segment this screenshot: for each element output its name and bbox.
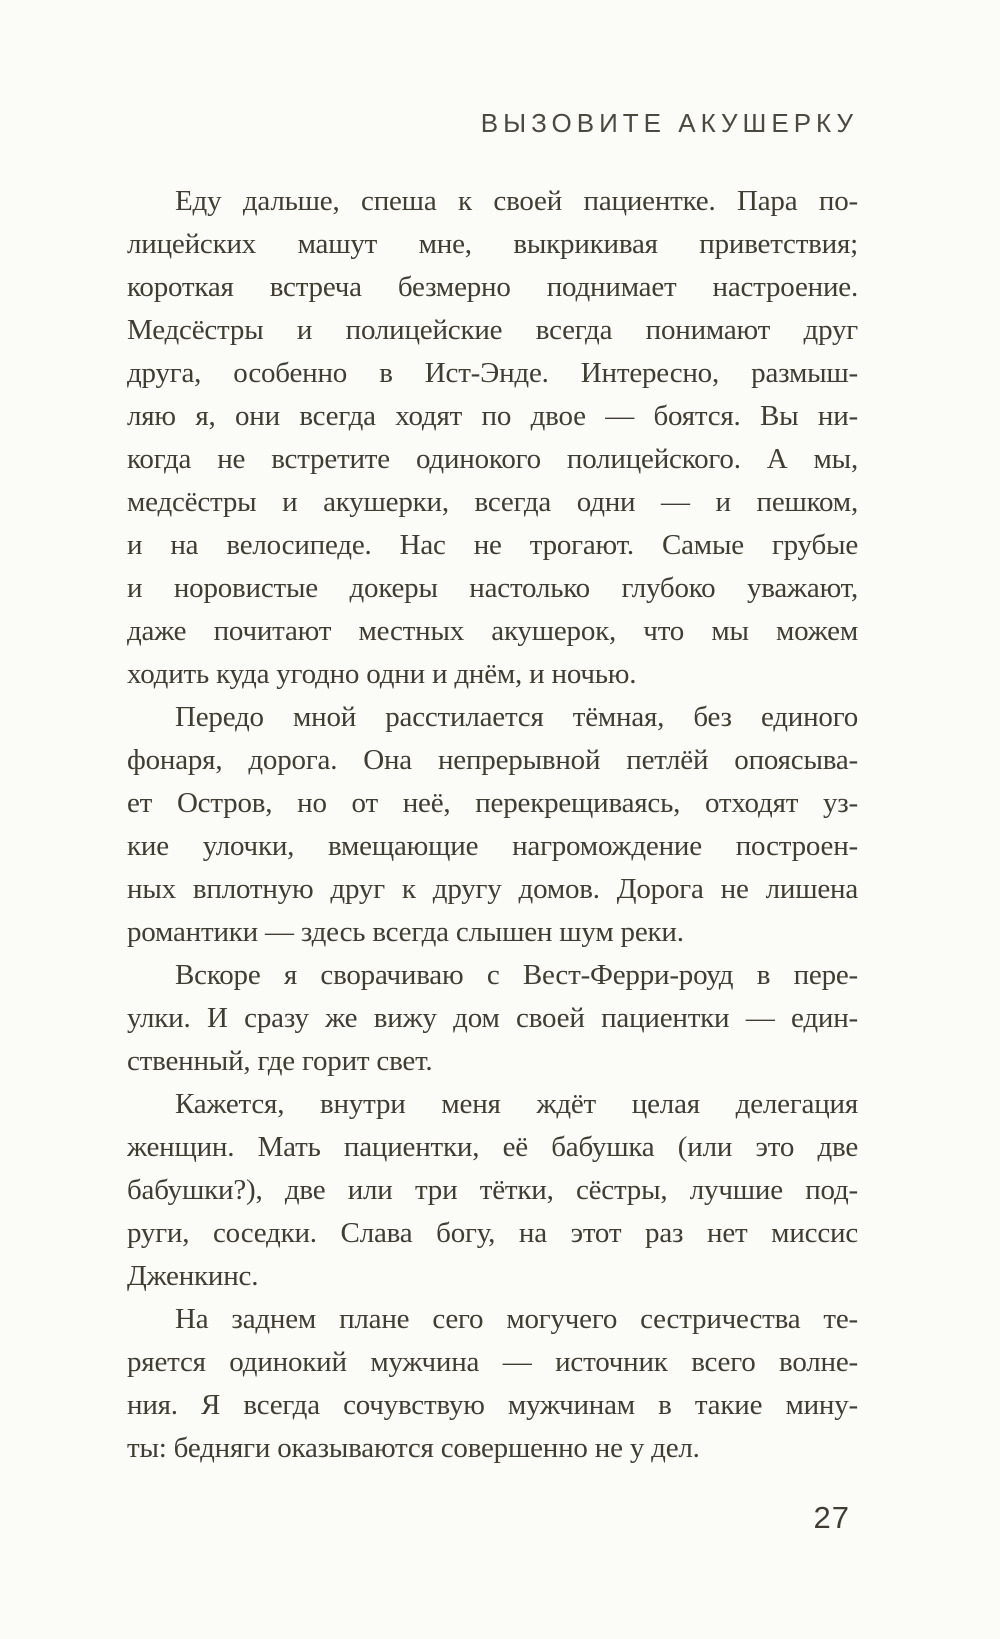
text-line: и на велосипеде. Нас не трогают. Самые грубые: [127, 529, 858, 561]
text-line: ственный, где горит свет.: [127, 1045, 433, 1077]
paragraph: [127, 180, 858, 696]
text-line: и норовистые докеры настолько глубоко уважают,: [127, 572, 858, 604]
text-line: ляю я, они всегда ходят по двое — боятся. Вы ни-: [127, 400, 858, 432]
text-line: женщин. Мать пациентки, её бабушка (или это две: [127, 1131, 858, 1163]
paragraph: [127, 1083, 858, 1298]
text-line: руги, соседки. Слава богу, на этот раз нет миссис: [127, 1217, 858, 1249]
text-line: когда не встретите одинокого полицейского. А мы,: [127, 443, 858, 475]
text-line: улки. И сразу же вижу дом своей пациентки — един-: [127, 1002, 858, 1034]
text-line: Медсёстры и полицейские всегда понимают друг: [127, 314, 858, 346]
text-line: На заднем плане сего могучего сестричества те-: [175, 1303, 858, 1335]
text-line: лицейских машут мне, выкрикивая приветствия;: [127, 228, 858, 260]
text-line: ты: бедняги оказываются совершенно не у дел.: [127, 1432, 700, 1464]
text-line: даже почитают местных акушерок, что мы можем: [127, 615, 858, 647]
page-number: 27: [813, 1500, 850, 1535]
text-line: ет Остров, но от неё, перекрещиваясь, отходят уз-: [127, 787, 858, 819]
text-line: Передо мной расстилается тёмная, без единого: [175, 701, 858, 733]
text-line: короткая встреча безмерно поднимает настроение.: [127, 271, 858, 303]
text-block: [127, 180, 858, 1470]
text-line: романтики — здесь всегда слышен шум реки.: [127, 916, 684, 948]
text-line: бабушки?), две или три тётки, сёстры, лучшие под-: [127, 1174, 858, 1206]
text-line: Кажется, внутри меня ждёт целая делегация: [175, 1088, 858, 1120]
text-line: ния. Я всегда сочувствую мужчинам в такие мину-: [127, 1389, 858, 1421]
text-line: ряется одинокий мужчина — источник всего волне-: [127, 1346, 858, 1378]
running-header: ВЫЗОВИТЕ АКУШЕРКУ: [480, 108, 858, 138]
text-line: Еду дальше, спеша к своей пациентке. Пара по-: [175, 185, 858, 217]
text-line: друга, особенно в Ист-Энде. Интересно, размыш-: [127, 357, 858, 389]
paragraph: [127, 696, 858, 954]
text-line: кие улочки, вмещающие нагромождение построен-: [127, 830, 858, 862]
text-line: Вскоре я сворачиваю с Вест-Ферри-роуд в пере-: [175, 959, 858, 991]
paragraph: [127, 1298, 858, 1470]
text-line: ных вплотную друг к другу домов. Дорога не лишена: [127, 873, 858, 905]
paragraph: [127, 954, 858, 1083]
text-line: медсёстры и акушерки, всегда одни — и пешком,: [127, 486, 858, 518]
text-line: фонаря, дорога. Она непрерывной петлёй опоясыва-: [127, 744, 858, 776]
text-line: Дженкинс.: [127, 1260, 259, 1292]
text-line: ходить куда угодно одни и днём, и ночью.: [127, 658, 637, 690]
